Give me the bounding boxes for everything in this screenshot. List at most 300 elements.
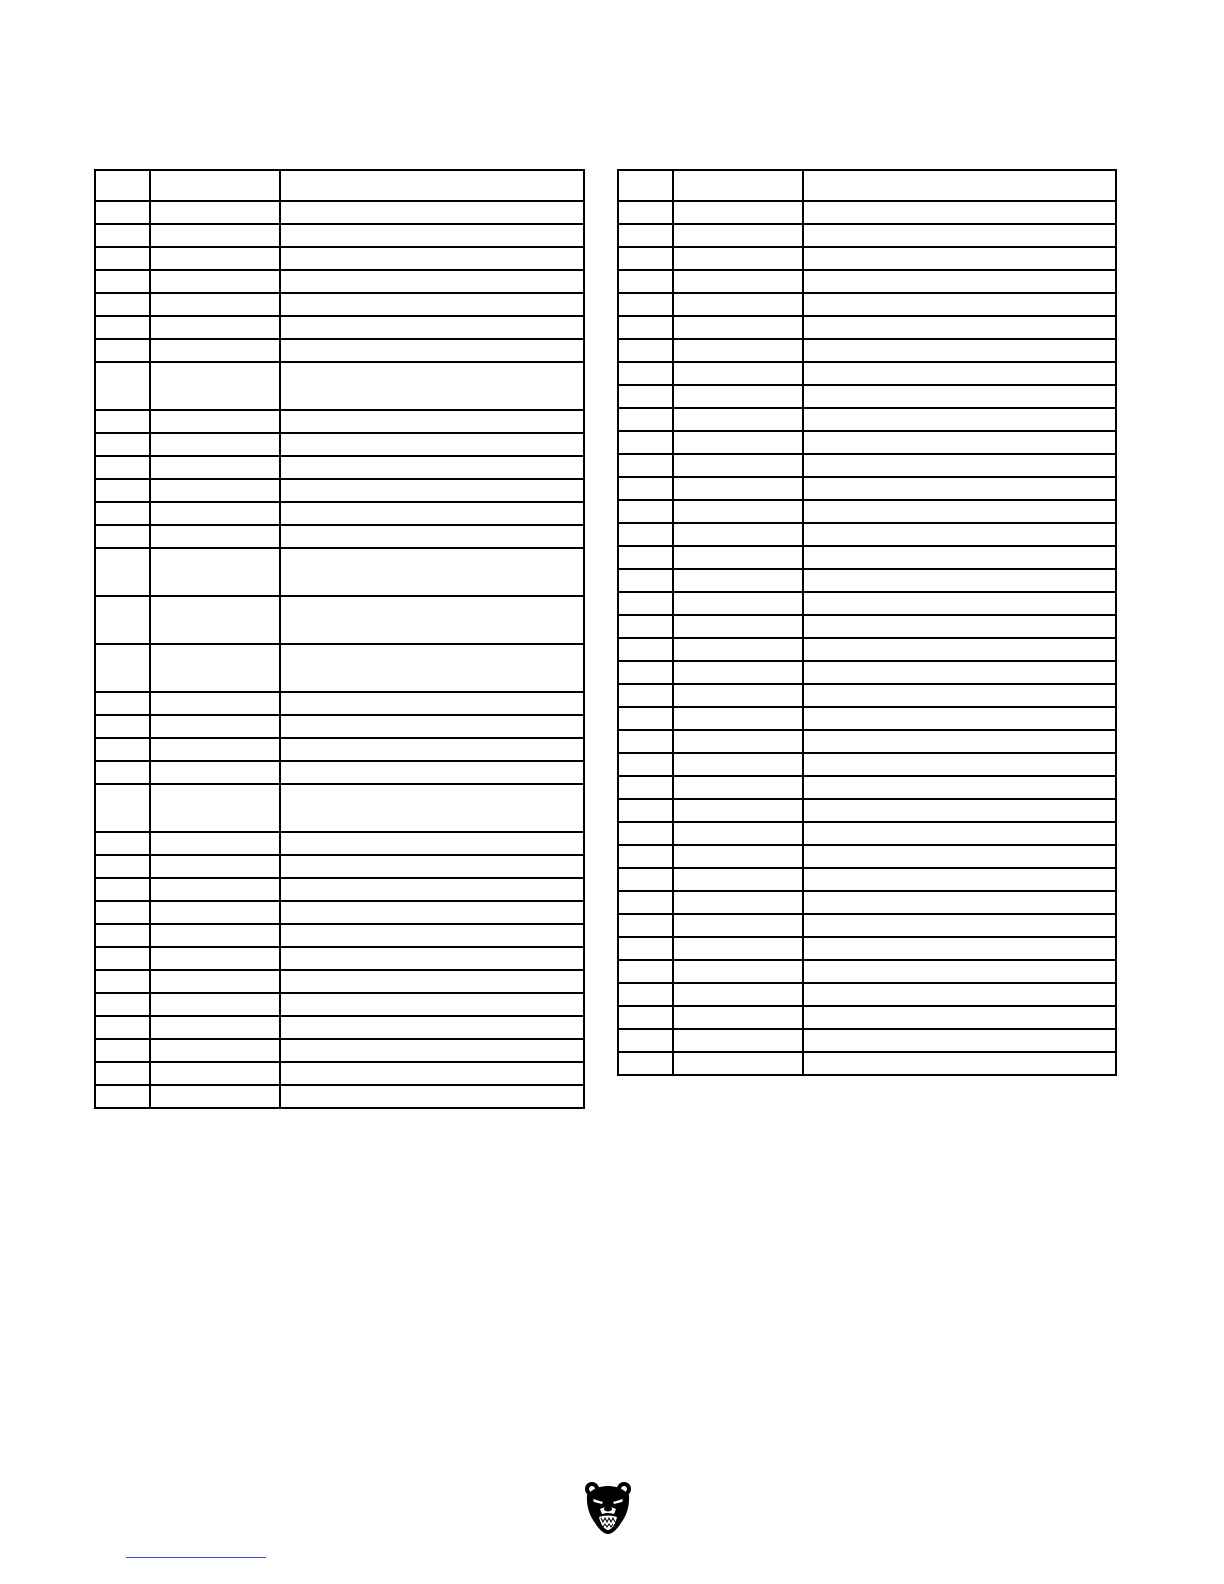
table-row [618,500,1116,523]
part-number-cell [150,456,280,479]
description-cell [803,730,1116,753]
table-row [618,1006,1116,1029]
ref-cell [95,878,150,901]
description-cell [280,947,584,970]
table-row [95,479,584,502]
table-row [618,339,1116,362]
table-row [618,592,1116,615]
part-number-cell [673,707,803,730]
table-row [95,525,584,548]
description-cell [280,456,584,479]
part-number-cell [150,410,280,433]
part-number-cell [673,845,803,868]
description-cell [803,339,1116,362]
part-number-cell [673,937,803,960]
description-cell [803,201,1116,224]
table-row [95,901,584,924]
description-cell [803,431,1116,454]
ref-cell [95,1062,150,1085]
table-row [618,845,1116,868]
table-row [95,784,584,832]
description-cell [280,1016,584,1039]
part-number-cell [673,270,803,293]
ref-cell [618,638,673,661]
ref-cell [618,224,673,247]
part-number-cell [673,569,803,592]
description-cell [803,891,1116,914]
table-row [618,546,1116,569]
part-number-cell [150,947,280,970]
table-row [95,644,584,692]
table-row [618,707,1116,730]
ref-cell [95,201,150,224]
part-number-cell [150,1062,280,1085]
table-row [95,502,584,525]
part-number-cell [673,983,803,1006]
part-number-cell [150,715,280,738]
table-row [95,456,584,479]
ref-cell [618,454,673,477]
part-number-cell [673,385,803,408]
table-row [95,970,584,993]
ref-cell [618,845,673,868]
part-number-cell [150,339,280,362]
table-row [618,247,1116,270]
part-number-cell [673,523,803,546]
table-row [95,878,584,901]
description-cell [280,548,584,596]
description-cell [280,525,584,548]
description-cell [280,293,584,316]
description-cell [803,362,1116,385]
ref-cell [95,339,150,362]
part-number-cell [673,362,803,385]
ref-cell [95,410,150,433]
part-number-cell [150,548,280,596]
header-description [803,170,1116,201]
table-row [618,960,1116,983]
ref-cell [618,408,673,431]
part-number-cell [150,924,280,947]
ref-cell [95,947,150,970]
part-number-cell [150,878,280,901]
description-cell [280,715,584,738]
table-row [95,433,584,456]
table-row [618,1052,1116,1075]
description-cell [803,477,1116,500]
description-cell [803,822,1116,845]
part-number-cell [150,433,280,456]
table-row [618,730,1116,753]
description-cell [803,638,1116,661]
table-row [618,776,1116,799]
table-row [618,937,1116,960]
part-number-cell [673,477,803,500]
ref-cell [95,247,150,270]
ref-cell [618,914,673,937]
ref-cell [95,784,150,832]
part-number-cell [673,730,803,753]
table-row [618,891,1116,914]
part-number-cell [150,247,280,270]
ref-cell [95,502,150,525]
description-cell [280,224,584,247]
description-cell [280,433,584,456]
description-cell [803,753,1116,776]
description-cell [280,1062,584,1085]
ref-cell [95,761,150,784]
description-cell [803,661,1116,684]
table-row [95,339,584,362]
table-row [95,1016,584,1039]
table-row [95,548,584,596]
part-number-cell [673,638,803,661]
description-cell [803,799,1116,822]
part-number-cell [673,868,803,891]
ref-cell [618,477,673,500]
description-cell [803,592,1116,615]
description-cell [803,1006,1116,1029]
table-row [95,738,584,761]
part-number-cell [150,644,280,692]
ref-cell [95,548,150,596]
ref-cell [618,1006,673,1029]
description-cell [280,362,584,410]
part-number-cell [673,1029,803,1052]
part-number-cell [150,970,280,993]
ref-cell [95,715,150,738]
part-number-cell [673,1006,803,1029]
description-cell [803,523,1116,546]
ref-cell [95,970,150,993]
part-number-cell [150,293,280,316]
ref-cell [95,433,150,456]
ref-cell [618,546,673,569]
description-cell [280,855,584,878]
part-number-cell [673,546,803,569]
ref-cell [618,431,673,454]
ref-cell [618,891,673,914]
table-row [618,454,1116,477]
ref-cell [618,868,673,891]
part-number-cell [150,525,280,548]
description-cell [803,454,1116,477]
table-row [618,753,1116,776]
ref-cell [95,738,150,761]
part-number-cell [673,891,803,914]
part-number-cell [150,692,280,715]
description-cell [803,569,1116,592]
ref-cell [618,247,673,270]
part-number-cell [150,201,280,224]
ref-cell [618,937,673,960]
table-row [618,293,1116,316]
ref-cell [618,684,673,707]
part-number-cell [673,822,803,845]
ref-cell [618,661,673,684]
description-cell [803,408,1116,431]
ref-cell [95,993,150,1016]
table-row [618,477,1116,500]
part-number-cell [673,661,803,684]
description-cell [280,479,584,502]
parts-table-left [94,169,585,1109]
description-cell [803,316,1116,339]
table-row [618,822,1116,845]
ref-cell [618,753,673,776]
description-cell [280,247,584,270]
part-number-cell [150,224,280,247]
description-cell [803,914,1116,937]
table-row [618,661,1116,684]
part-number-cell [150,270,280,293]
part-number-cell [673,339,803,362]
ref-cell [95,924,150,947]
description-cell [803,868,1116,891]
table-row [618,431,1116,454]
ref-cell [618,316,673,339]
description-cell [280,316,584,339]
table-row [618,224,1116,247]
part-number-cell [673,776,803,799]
table-row [95,832,584,855]
ref-cell [95,293,150,316]
ref-cell [618,523,673,546]
part-number-cell [673,431,803,454]
ref-cell [95,596,150,644]
table-row [618,523,1116,546]
ref-cell [95,644,150,692]
description-cell [280,270,584,293]
ref-cell [618,592,673,615]
bear-head-icon [583,1481,633,1535]
table-row [95,596,584,644]
ref-cell [618,500,673,523]
description-cell [803,845,1116,868]
ref-cell [95,479,150,502]
ref-cell [618,822,673,845]
table-row [95,362,584,410]
table-header-row [618,170,1116,201]
part-number-cell [150,502,280,525]
description-cell [280,339,584,362]
part-number-cell [150,1085,280,1108]
table-row [618,983,1116,1006]
description-cell [280,1039,584,1062]
part-number-cell [150,784,280,832]
ref-cell [618,730,673,753]
ref-cell [95,316,150,339]
description-cell [803,546,1116,569]
part-number-cell [673,592,803,615]
ref-cell [95,1085,150,1108]
description-cell [803,684,1116,707]
ref-cell [95,270,150,293]
description-cell [280,832,584,855]
part-number-cell [150,362,280,410]
part-number-cell [673,615,803,638]
ref-cell [618,960,673,983]
table-row [95,692,584,715]
part-number-cell [673,500,803,523]
description-cell [280,596,584,644]
description-cell [280,878,584,901]
table-row [95,316,584,339]
header-part-number [673,170,803,201]
table-row [618,799,1116,822]
description-cell [803,247,1116,270]
table-row [618,385,1116,408]
part-number-cell [150,761,280,784]
description-cell [280,1085,584,1108]
table-row [618,615,1116,638]
table-row [618,868,1116,891]
table-row [95,224,584,247]
table-row [618,638,1116,661]
part-number-cell [150,901,280,924]
part-number-cell [150,855,280,878]
table-row [95,855,584,878]
description-cell [280,502,584,525]
description-cell [803,960,1116,983]
table-row [618,316,1116,339]
table-row [618,201,1116,224]
part-number-cell [150,316,280,339]
part-number-cell [150,832,280,855]
part-number-cell [150,479,280,502]
header-part-number [150,170,280,201]
header-ref [95,170,150,201]
table-row [95,761,584,784]
ref-cell [618,293,673,316]
table-row [95,715,584,738]
table-row [95,270,584,293]
description-cell [803,776,1116,799]
description-cell [280,970,584,993]
description-cell [280,761,584,784]
ref-cell [95,832,150,855]
part-number-cell [150,1039,280,1062]
part-number-cell [150,596,280,644]
ref-cell [618,362,673,385]
table-row [618,684,1116,707]
description-cell [803,500,1116,523]
ref-cell [618,707,673,730]
part-number-cell [673,799,803,822]
description-cell [803,937,1116,960]
description-cell [280,738,584,761]
part-number-cell [150,1016,280,1039]
table-row [95,1085,584,1108]
table-row [95,410,584,433]
description-cell [280,692,584,715]
table-row [95,201,584,224]
part-number-cell [673,1052,803,1075]
part-number-cell [673,224,803,247]
ref-cell [95,692,150,715]
part-number-cell [673,247,803,270]
parts-table-right [617,169,1117,1076]
part-number-cell [673,316,803,339]
part-number-cell [673,914,803,937]
ref-cell [618,1029,673,1052]
ref-cell [618,615,673,638]
description-cell [280,410,584,433]
part-number-cell [673,454,803,477]
description-cell [280,993,584,1016]
ref-cell [95,1039,150,1062]
ref-cell [618,270,673,293]
description-cell [803,385,1116,408]
ref-cell [95,224,150,247]
part-number-cell [673,960,803,983]
ref-cell [95,362,150,410]
table-row [618,408,1116,431]
part-number-cell [673,293,803,316]
description-cell [280,644,584,692]
description-cell [803,293,1116,316]
table-row [95,247,584,270]
header-ref [618,170,673,201]
description-cell [803,707,1116,730]
part-number-cell [673,753,803,776]
ref-cell [618,1052,673,1075]
description-cell [280,924,584,947]
ref-cell [95,456,150,479]
table-row [95,293,584,316]
table-row [618,362,1116,385]
part-number-cell [150,738,280,761]
description-cell [803,1029,1116,1052]
header-description [280,170,584,201]
table-row [95,1039,584,1062]
description-cell [280,784,584,832]
table-row [95,1062,584,1085]
table-header-row [95,170,584,201]
description-cell [280,901,584,924]
ref-cell [95,1016,150,1039]
table-row [618,569,1116,592]
description-cell [803,270,1116,293]
table-row [618,914,1116,937]
description-cell [280,201,584,224]
ref-cell [95,855,150,878]
ref-cell [618,983,673,1006]
table-row [95,993,584,1016]
table-row [95,947,584,970]
table-row [95,924,584,947]
table-row [618,270,1116,293]
ref-cell [618,339,673,362]
part-number-cell [673,201,803,224]
ref-cell [95,525,150,548]
part-number-cell [673,684,803,707]
ref-cell [618,776,673,799]
ref-cell [618,201,673,224]
ref-cell [618,799,673,822]
part-number-cell [673,408,803,431]
table-row [618,1029,1116,1052]
ref-cell [95,901,150,924]
description-cell [803,224,1116,247]
ref-cell [618,385,673,408]
description-cell [803,1052,1116,1075]
description-cell [803,983,1116,1006]
part-number-cell [150,993,280,1016]
footer-link[interactable] [126,1545,266,1558]
ref-cell [618,569,673,592]
description-cell [803,615,1116,638]
